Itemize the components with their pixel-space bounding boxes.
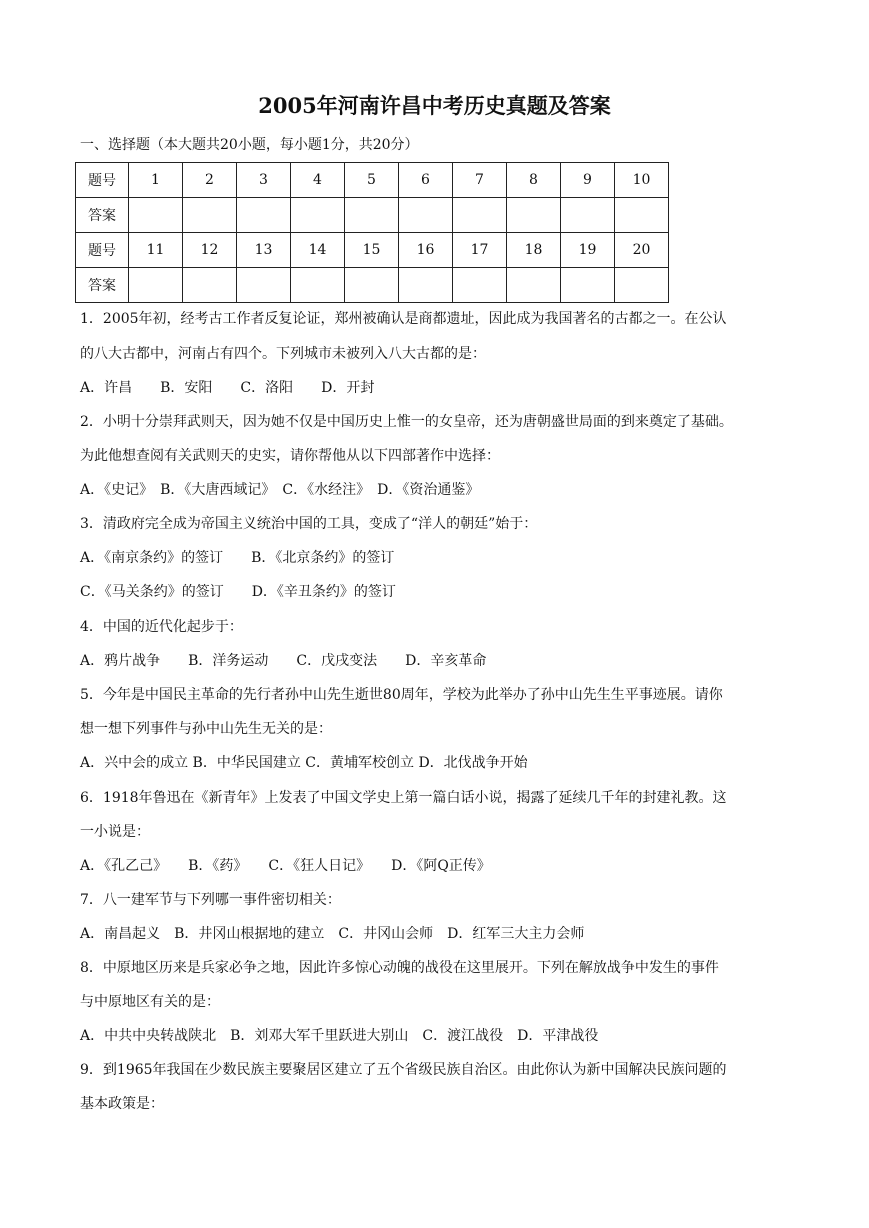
table-cell: 8 — [507, 163, 561, 198]
table-cell: 14 — [291, 233, 345, 268]
table-cell — [615, 268, 669, 303]
text-line: 2．小明十分崇拜武则天，因为她不仅是中国历史上惟一的女皇帝，还为唐朝盛世局面的到来奠定了基础。 — [80, 414, 733, 430]
table-cell — [399, 268, 453, 303]
text-line: 9．到1965年我国在少数民族主要聚居区建立了五个省级民族自治区。由此你认为新中国解决民族问题的 — [80, 1062, 727, 1078]
text-line: 4．中国的近代化起步于： — [80, 619, 243, 635]
table-cell — [345, 198, 399, 233]
table-cell: 1 — [129, 163, 183, 198]
text-line: 为此他想查阅有关武则天的史实，请你帮他从以下四部著作中选择： — [80, 448, 500, 464]
row-header-cell: 题号 — [76, 163, 129, 198]
text-line: 3．清政府完全成为帝国主义统治中国的工具，变成了“洋人的朝廷”始于： — [80, 516, 538, 532]
text-line: C．《马关条约》的签订 D．《辛丑条约》的签订 — [80, 584, 396, 600]
table-cell — [129, 268, 183, 303]
text-line: 6．1918年鲁迅在《新青年》上发表了中国文学史上第一篇白话小说，揭露了延续几千年的封建礼教。这 — [80, 790, 727, 806]
table-cell — [615, 198, 669, 233]
table-cell: 17 — [453, 233, 507, 268]
table-row — [76, 233, 669, 268]
text-line: 5．今年是中国民主革命的先行者孙中山先生逝世80周年，学校为此举办了孙中山先生生平事迹展。请你 — [80, 687, 723, 703]
text-line: 基本政策是： — [80, 1096, 164, 1112]
table-cell: 3 — [237, 163, 291, 198]
text-line: A．许昌 B．安阳 C．洛阳 D．开封 — [80, 380, 375, 396]
table-cell: 15 — [345, 233, 399, 268]
table-cell — [453, 268, 507, 303]
table-cell — [507, 198, 561, 233]
text-line: A．《孔乙己》 B．《药》 C．《狂人日记》 D．《阿Q正传》 — [80, 858, 491, 874]
table-cell: 4 — [291, 163, 345, 198]
table-cell: 5 — [345, 163, 399, 198]
table-cell — [183, 198, 237, 233]
table-cell — [507, 268, 561, 303]
table-cell — [291, 198, 345, 233]
text-line: A．《史记》 B．《大唐西域记》 C．《水经注》 D．《资治通鉴》 — [80, 482, 480, 498]
table-cell: 19 — [561, 233, 615, 268]
table-row — [76, 198, 669, 233]
text-line: 与中原地区有关的是： — [80, 994, 220, 1010]
table-cell: 20 — [615, 233, 669, 268]
table-cell: 11 — [129, 233, 183, 268]
table-cell — [453, 198, 507, 233]
table-cell: 18 — [507, 233, 561, 268]
text-line: 一小说是： — [80, 824, 150, 840]
table-cell — [237, 268, 291, 303]
text-line: 的八大古都中，河南占有四个。下列城市未被列入八大古都的是： — [80, 346, 486, 362]
table-cell: 6 — [399, 163, 453, 198]
row-header-cell: 答案 — [76, 268, 129, 303]
text-line: A．南昌起义 B．井冈山根据地的建立 C．井冈山会师 D．红军三大主力会师 — [80, 926, 585, 942]
text-line: 1．2005年初，经考古工作者反复论证，郑州被确认是商都遗址，因此成为我国著名的古都之一。在公认 — [80, 311, 727, 327]
table-cell: 13 — [237, 233, 291, 268]
section-heading: 一、选择题（本大题共20小题，每小题1分，共20分） — [80, 137, 419, 153]
table-cell: 12 — [183, 233, 237, 268]
table-cell — [399, 198, 453, 233]
table-cell — [291, 268, 345, 303]
text-line: A．《南京条约》的签订 B．《北京条约》的签订 — [80, 550, 395, 566]
table-cell: 9 — [561, 163, 615, 198]
answer-table — [75, 162, 669, 303]
text-line: A．鸦片战争 B．洋务运动 C．戊戌变法 D．辛亥革命 — [80, 653, 487, 669]
table-cell: 7 — [453, 163, 507, 198]
table-cell: 16 — [399, 233, 453, 268]
text-line: 8．中原地区历来是兵家必争之地，因此许多惊心动魄的战役在这里展开。下列在解放战争中发生的事件 — [80, 960, 719, 976]
table-cell — [561, 198, 615, 233]
table-cell: 2 — [183, 163, 237, 198]
row-header-cell: 题号 — [76, 233, 129, 268]
row-header-cell: 答案 — [76, 198, 129, 233]
text-line: 想一想下列事件与孙中山先生无关的是： — [80, 721, 332, 737]
table-cell: 10 — [615, 163, 669, 198]
table-cell — [561, 268, 615, 303]
table-row — [76, 163, 669, 198]
text-line: A．兴中会的成立 B．中华民国建立 C．黄埔军校创立 D．北伐战争开始 — [80, 755, 528, 771]
page-title: 2005年河南许昌中考历史真题及答案 — [258, 93, 611, 118]
table-cell — [129, 198, 183, 233]
table-row — [76, 268, 669, 303]
table-cell — [237, 198, 291, 233]
text-line: A．中共中央转战陕北 B．刘邓大军千里跃进大别山 C．渡江战役 D．平津战役 — [80, 1028, 599, 1044]
table-cell — [345, 268, 399, 303]
table-cell — [183, 268, 237, 303]
text-line: 7．八一建军节与下列哪一事件密切相关： — [80, 892, 341, 908]
